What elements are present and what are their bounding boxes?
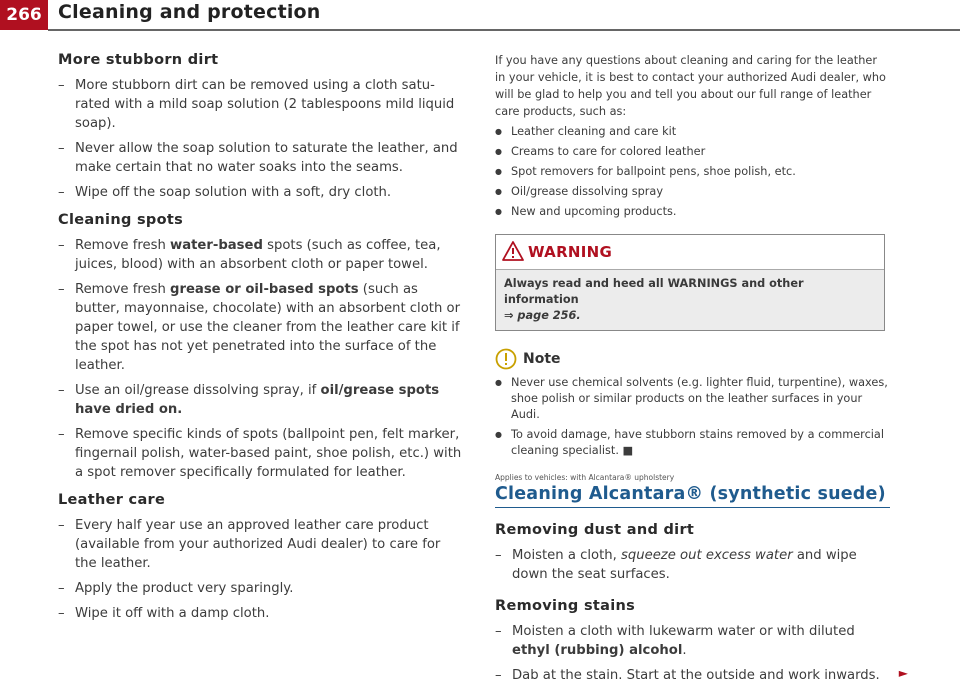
text: Moisten a cloth with lukewarm water or with diluted: [512, 624, 855, 639]
list-item: – Wipe it off with a damp cloth.: [58, 604, 463, 623]
cleaning-spots-heading: Cleaning spots: [58, 212, 184, 228]
list-item: [495, 666, 908, 685]
list-item: ● New and upcoming products.: [495, 204, 890, 220]
text: spots (such as coffee, tea, juices, blood) with an absorbent cloth or paper towel.: [75, 238, 441, 272]
list-item: [495, 622, 890, 660]
text: (such as butter, mayonnaise, chocolate) with an absorbent cloth or paper towel, or use the cleaner from the leather care kit if the spot has not yet penetrated into the surface of the leather.: [75, 282, 460, 373]
leather-care-heading: Leather care: [58, 492, 166, 508]
leather-care-section: [58, 492, 463, 623]
text: and wipe down the seat surfaces.: [512, 548, 857, 582]
emphasis: grease or oil-based spots: [170, 282, 359, 297]
warning-box: [495, 234, 885, 331]
list-item: ● Oil/grease dissolving spray: [495, 184, 890, 200]
alcantara-section-title: Cleaning Alcantara® (synthetic suede): [495, 484, 890, 508]
list-item: [495, 546, 890, 584]
removing-dust-heading: Removing dust and dirt: [495, 522, 695, 538]
page-reference-link[interactable]: ⇒ page 256.: [504, 309, 581, 322]
text: .: [682, 643, 687, 658]
emphasis: water-based: [170, 238, 263, 253]
list-item: ● Never use chemical solvents (e.g. lighter fluid, turpentine), waxes, shoe polish or similar products on the leather surfaces in your Audi.: [495, 375, 890, 423]
continue-arrow-icon: ►: [898, 666, 908, 680]
section-title: Cleaning and protection: [58, 1, 321, 23]
list-item: ● To avoid damage, have stubborn stains removed by a commercial cleaning specialist. ■: [495, 427, 890, 459]
stubborn-dirt-heading: More stubborn dirt: [58, 52, 219, 68]
applies-to-label: Applies to vehicles: with Alcantara® upholstery: [495, 473, 675, 482]
intro-paragraph: If you have any questions about cleaning and caring for the leather in your vehicle, it is best to contact your authorized Audi dealer, who will be glad to help you and tell you about our full range of leather care products, such as:: [495, 54, 886, 118]
list-item: – Never allow the soap solution to saturate the leather, and make certain that no water soaks into the seams.: [58, 139, 463, 177]
list-item: ● Leather cleaning and care kit: [495, 124, 890, 140]
text: Use an oil/grease dissolving spray, if: [75, 383, 321, 398]
text: Dab at the stain. Start at the outside and work inwards.: [512, 668, 880, 683]
warning-title: WARNING: [528, 243, 613, 261]
list-item: [58, 381, 463, 419]
note-header: [495, 345, 890, 373]
emphasis: oil/grease spots have dried on.: [75, 383, 440, 417]
emphasis: squeeze out excess water: [620, 548, 793, 563]
emphasis: ethyl (rubbing) alcohol: [512, 643, 683, 658]
list-item: – More stubborn dirt can be removed using a cloth satu-rated with a mild soap solution (2 tablespoons mild liquid soap).: [58, 76, 463, 133]
page-number: 266: [0, 0, 48, 30]
list-item: ● Spot removers for ballpoint pens, shoe polish, etc.: [495, 164, 890, 180]
list-item: – Every half year use an approved leather care product (available from your authorized Audi dealer) to care for the leather.: [58, 516, 463, 573]
warning-body: [496, 270, 884, 330]
list-item: ● Creams to care for colored leather: [495, 144, 890, 160]
text: Remove fresh: [75, 282, 171, 297]
list-item: – Apply the product very sparingly.: [58, 579, 463, 598]
removing-stains-heading: Removing stains: [495, 598, 636, 614]
list-item: – Remove specific kinds of spots (ballpoint pen, felt marker, fingernail polish, water-based paint, shoe polish, etc.) with a spot remover specifically formulated for leather.: [58, 425, 463, 482]
warning-header: [496, 235, 884, 270]
note-title: Note: [523, 351, 561, 367]
header-rule: [48, 29, 960, 31]
note-icon: [495, 348, 517, 374]
stubborn-dirt-section: [58, 52, 463, 202]
text: Moisten a cloth,: [512, 548, 621, 563]
list-item: [58, 236, 463, 274]
left-column: [58, 52, 463, 633]
cleaning-spots-section: [58, 212, 463, 482]
warning-text: Always read and heed all WARNINGS and other information: [504, 277, 804, 306]
warning-triangle-icon: [502, 241, 524, 265]
list-item: [58, 280, 463, 375]
text: Remove fresh: [75, 238, 171, 253]
list-item: – Wipe off the soap solution with a soft, dry cloth.: [58, 183, 463, 202]
right-column: [495, 52, 908, 691]
page-header: [0, 0, 960, 32]
